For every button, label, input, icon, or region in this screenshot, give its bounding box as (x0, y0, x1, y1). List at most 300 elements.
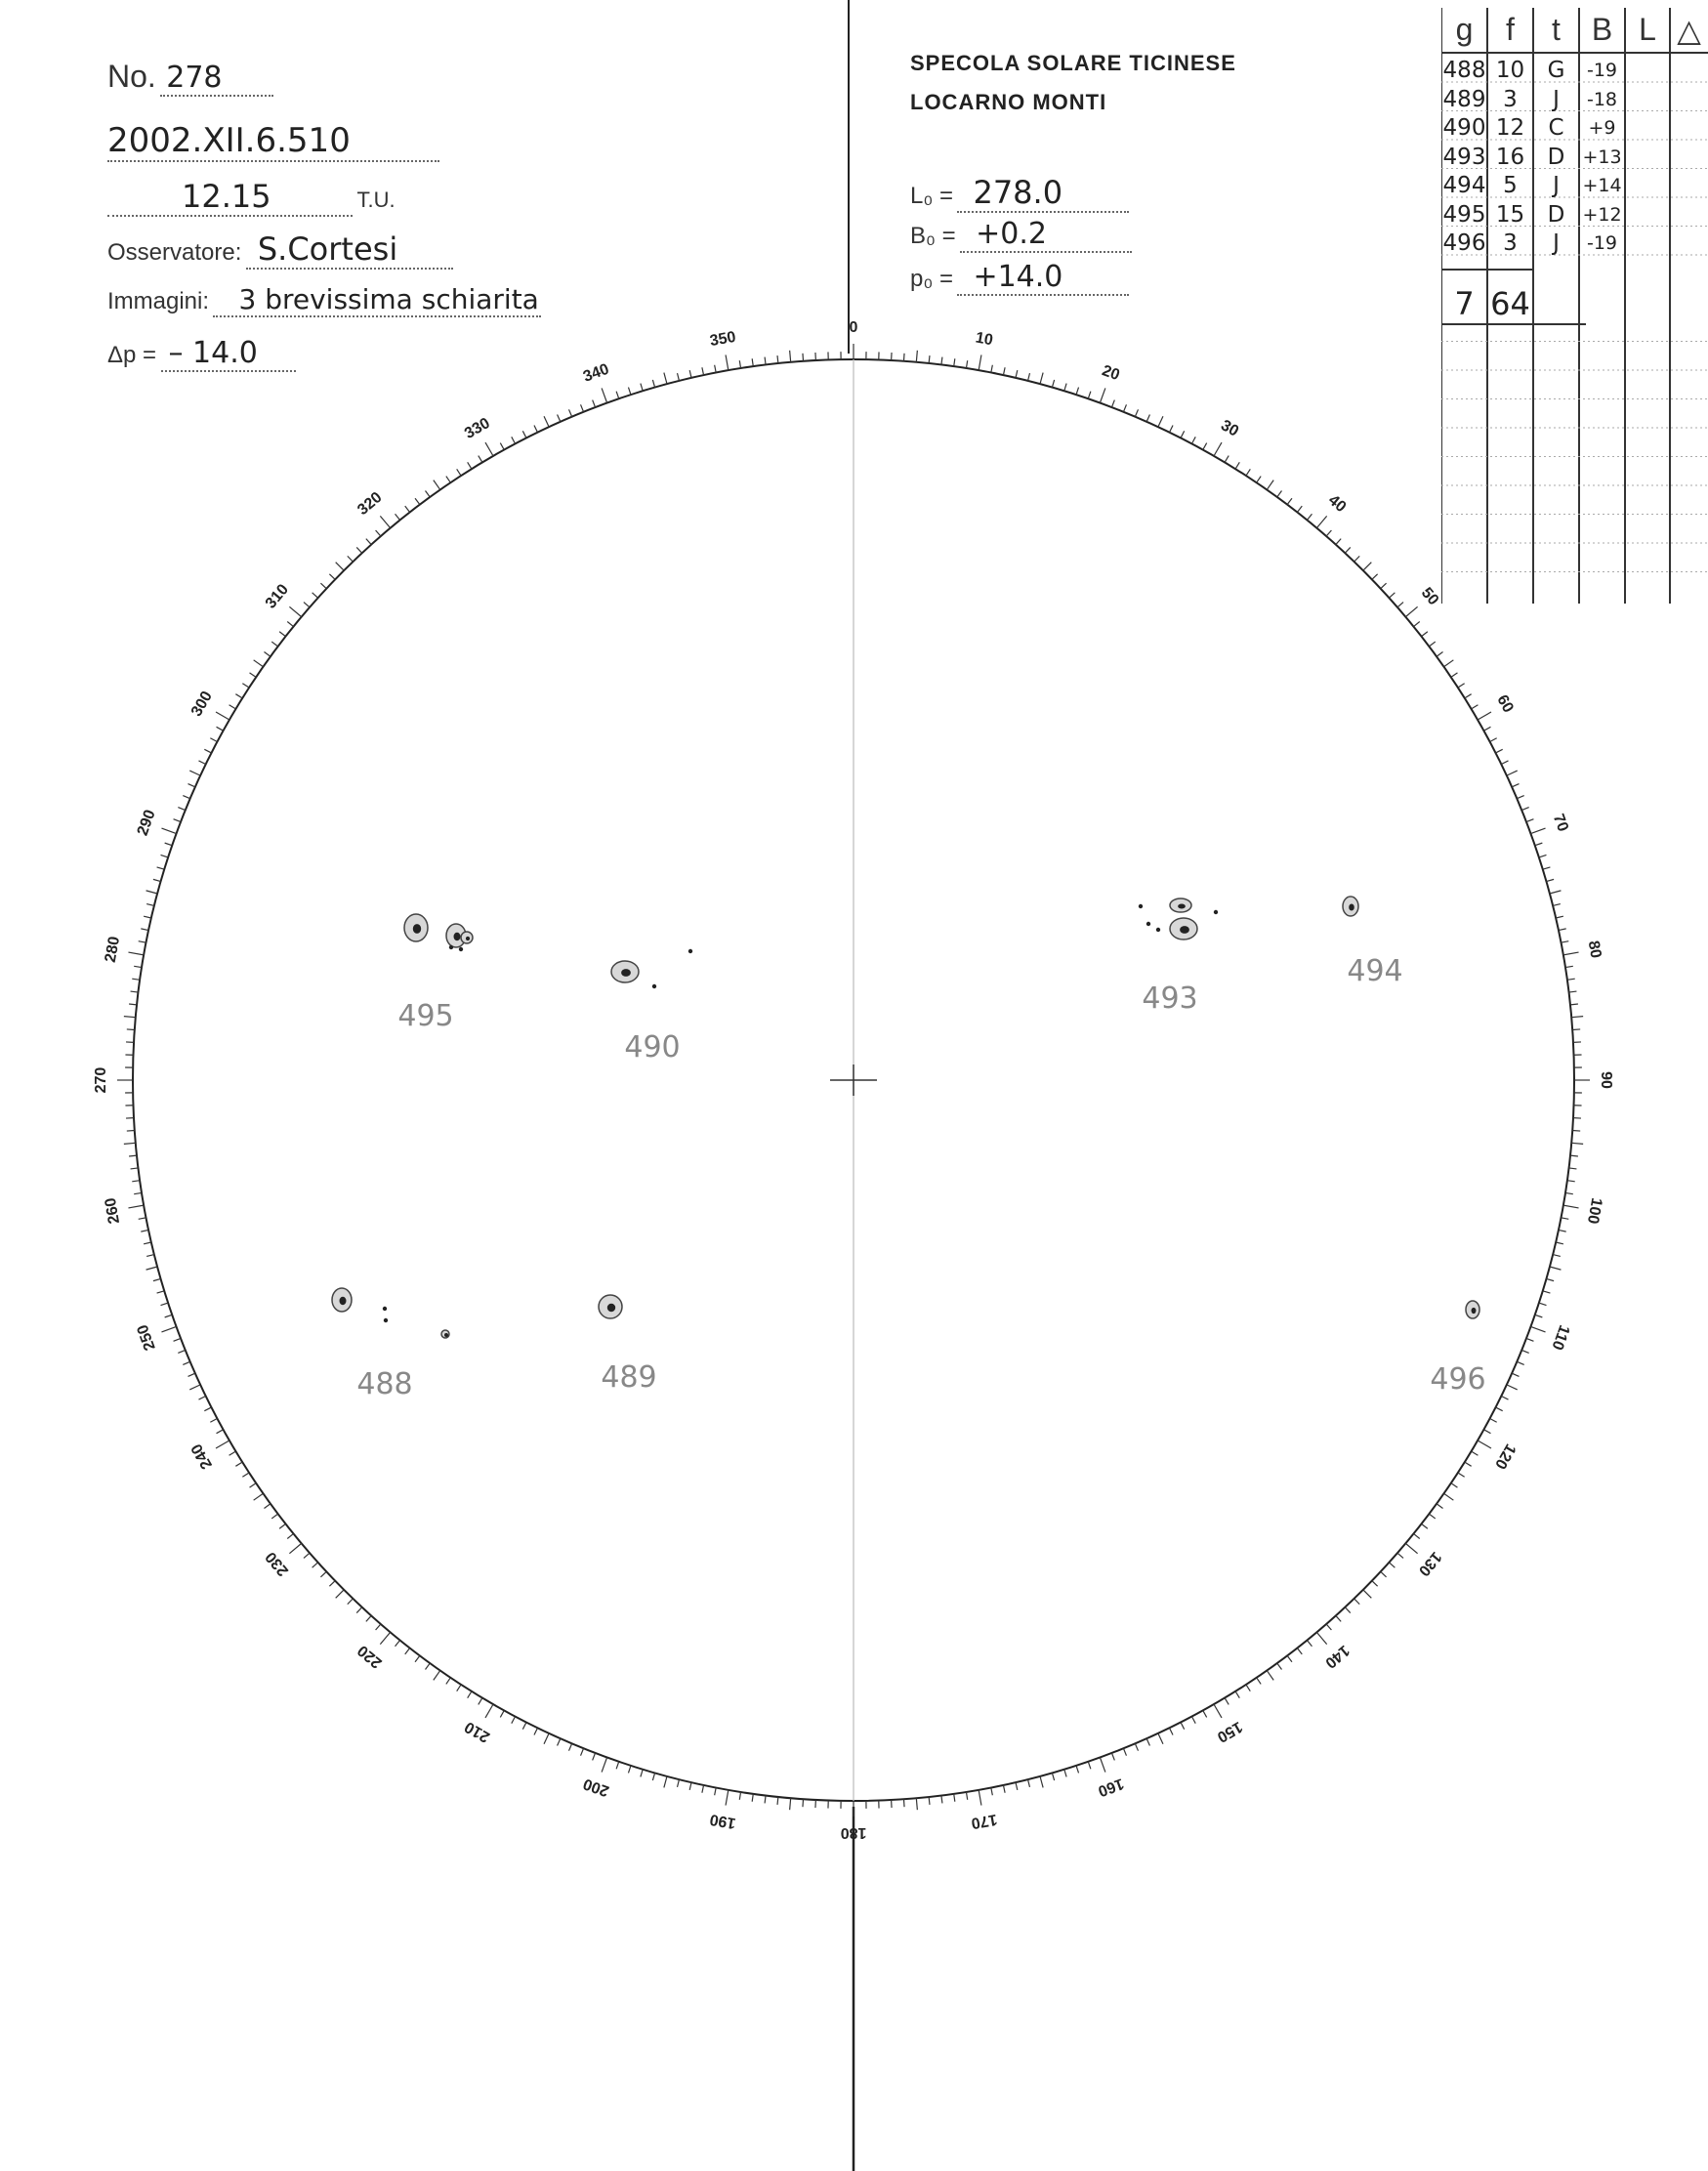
degree-tick (146, 1255, 154, 1257)
degree-tick (1277, 1663, 1282, 1669)
degree-tick (1397, 1553, 1403, 1558)
table-cell: 16 (1495, 144, 1525, 170)
degree-tick (628, 1766, 630, 1774)
degree-tick (903, 354, 904, 361)
degree-tick (380, 1632, 390, 1644)
degree-label: 150 (1214, 1718, 1245, 1746)
degree-tick (1483, 727, 1490, 731)
degree-tick (157, 867, 165, 869)
umbra (1472, 1308, 1477, 1314)
umbra (466, 937, 470, 940)
degree-tick (174, 1338, 181, 1341)
time-value: 12.15 (107, 178, 353, 217)
degree-tick (187, 1373, 194, 1376)
degree-tick (954, 1794, 955, 1802)
degree-tick (1316, 1632, 1326, 1644)
degree-tick (558, 1738, 561, 1745)
degree-tick (1345, 547, 1350, 553)
degree-tick (1405, 606, 1417, 616)
degree-tick (1307, 514, 1312, 520)
degree-tick (1559, 929, 1566, 931)
degree-tick (1257, 477, 1261, 483)
degree-tick (198, 761, 205, 765)
degree-tick (581, 404, 584, 411)
degree-tick (434, 1671, 440, 1681)
degree-tick (1570, 1004, 1578, 1005)
table-header-0: g (1455, 12, 1474, 47)
degree-tick (1381, 1571, 1387, 1576)
table-header-5: △ (1677, 13, 1701, 48)
degree-tick (1389, 593, 1395, 598)
degree-tick (602, 1757, 606, 1772)
table-cell: 488 (1442, 58, 1486, 83)
degree-tick (1437, 652, 1442, 657)
degree-tick (500, 443, 504, 450)
degree-tick (1517, 796, 1523, 799)
degree-tick (1088, 392, 1091, 399)
degree-tick (1277, 490, 1282, 496)
degree-tick (165, 1315, 173, 1317)
degree-tick (1111, 1753, 1114, 1760)
degree-tick (726, 355, 729, 370)
umbra (1178, 904, 1186, 909)
degree-label: 350 (708, 328, 737, 351)
degree-tick (1287, 498, 1292, 504)
degree-tick (1422, 632, 1428, 637)
degree-tick (1235, 462, 1239, 469)
degree-tick (522, 431, 526, 438)
degree-label: 160 (1095, 1774, 1126, 1800)
degree-tick (1028, 373, 1030, 381)
degree-tick (1191, 1717, 1195, 1724)
degree-tick (161, 1303, 169, 1305)
degree-tick (320, 583, 326, 588)
pore (459, 947, 463, 951)
degree-tick (1543, 867, 1551, 869)
group-label-489: 489 (601, 1360, 657, 1395)
degree-tick (739, 360, 740, 368)
observatory-location: LOCARNO MONTI (910, 90, 1107, 114)
degree-tick (161, 1326, 176, 1331)
degree-label: 220 (354, 1641, 386, 1672)
degree-tick (1381, 583, 1387, 588)
table-cell: 15 (1495, 201, 1525, 228)
degree-tick (1526, 819, 1533, 822)
degree-tick (210, 738, 217, 742)
degree-tick (652, 1773, 654, 1780)
degree-label: 10 (974, 329, 994, 350)
degree-tick (415, 498, 420, 504)
degree-tick (426, 490, 431, 496)
degree-tick (1336, 1615, 1341, 1621)
degree-tick (1181, 431, 1185, 438)
degree-tick (1146, 1738, 1149, 1745)
degree-tick (752, 1794, 753, 1802)
degree-tick (1444, 660, 1454, 667)
table-total-0: 7 (1454, 285, 1475, 322)
degree-tick (1490, 738, 1497, 742)
degree-tick (157, 1291, 165, 1293)
table-cell: 489 (1442, 86, 1486, 112)
degree-tick (777, 1797, 778, 1805)
degree-tick (1363, 563, 1371, 570)
degree-tick (1123, 1748, 1126, 1755)
degree-tick (128, 952, 144, 955)
degree-tick (405, 1649, 410, 1654)
degree-tick (991, 1787, 993, 1795)
degree-tick (1052, 1773, 1054, 1780)
umbra (454, 933, 461, 940)
degree-tick (161, 828, 176, 833)
degree-label: 130 (1414, 1548, 1445, 1579)
pore (1139, 904, 1143, 908)
po-value: +14.0 (957, 260, 1129, 296)
degree-tick (702, 367, 704, 375)
degree-tick (641, 1770, 643, 1777)
group-label-490: 490 (624, 1030, 681, 1065)
degree-tick (1553, 904, 1561, 906)
degree-tick (1076, 388, 1078, 396)
degree-label: 210 (462, 1718, 493, 1746)
table-cell: 12 (1495, 115, 1525, 141)
degree-tick (174, 819, 181, 822)
degree-tick (187, 784, 194, 787)
degree-tick (304, 603, 310, 607)
degree-tick (1287, 1655, 1292, 1661)
observer-label: Osservatore: (107, 239, 242, 266)
degree-tick (1451, 673, 1458, 677)
degree-tick (468, 462, 472, 469)
table-cell: 495 (1442, 201, 1486, 228)
degree-tick (1543, 1291, 1551, 1293)
degree-tick (1088, 1762, 1091, 1770)
degree-tick (1501, 1397, 1508, 1400)
degree-label: 330 (462, 414, 493, 442)
degree-tick (1389, 1563, 1395, 1567)
table-cell: J (1553, 173, 1560, 198)
degree-tick (1507, 771, 1518, 775)
images-value: 3 brevissima schiarita (213, 283, 541, 317)
degree-tick (485, 1704, 493, 1718)
degree-tick (1478, 712, 1491, 720)
table-cell: -18 (1586, 88, 1618, 110)
degree-tick (1567, 979, 1575, 980)
umbra (340, 1297, 347, 1305)
degree-tick (1550, 1267, 1562, 1270)
degree-label: 190 (708, 1810, 737, 1832)
degree-tick (1559, 1230, 1566, 1232)
degree-tick (678, 373, 680, 381)
degree-tick (178, 808, 185, 811)
degree-tick (534, 1728, 538, 1734)
degree-tick (217, 1430, 224, 1434)
degree-tick (1546, 1278, 1554, 1280)
table-cell: 5 (1503, 173, 1518, 198)
group-labels (356, 954, 1485, 1401)
degree-tick (1429, 642, 1435, 647)
degree-tick (979, 355, 981, 370)
degree-tick (1496, 1407, 1503, 1411)
degree-tick (715, 1787, 717, 1795)
degree-tick (1507, 1385, 1518, 1390)
degree-tick (1326, 1624, 1331, 1630)
degree-tick (916, 351, 917, 362)
degree-tick (271, 642, 277, 647)
degree-tick (1571, 1017, 1583, 1018)
degree-label: 0 (849, 319, 858, 337)
degree-label: 20 (1100, 362, 1122, 385)
degree-tick (1512, 1373, 1519, 1376)
degree-tick (254, 660, 264, 667)
degree-tick (161, 855, 169, 856)
table-header-2: t (1552, 12, 1561, 47)
degree-tick (1556, 916, 1563, 918)
table-cell: +13 (1582, 146, 1622, 168)
degree-label: 100 (1583, 1196, 1605, 1226)
degree-tick (581, 1748, 584, 1755)
degree-tick (1563, 1205, 1579, 1208)
degree-tick (1405, 1543, 1417, 1553)
degree-tick (1556, 1242, 1563, 1244)
degree-tick (790, 351, 791, 362)
group-label-494: 494 (1347, 954, 1403, 988)
table-cell: 490 (1442, 115, 1486, 141)
degree-tick (446, 1678, 450, 1685)
degree-tick (979, 1790, 981, 1806)
degree-tick (1561, 941, 1568, 943)
degree-tick (1414, 622, 1420, 627)
degree-tick (146, 904, 154, 906)
degree-tick (479, 456, 482, 463)
degree-tick (1214, 442, 1222, 456)
degree-tick (616, 1762, 619, 1770)
degree-tick (1170, 425, 1174, 432)
degree-tick (715, 365, 717, 373)
degree-tick (929, 1797, 930, 1805)
degree-tick (348, 556, 354, 562)
degree-tick (254, 1493, 264, 1500)
group-label-496: 496 (1430, 1362, 1486, 1397)
degree-tick (1363, 1590, 1371, 1598)
degree-label: 260 (102, 1196, 124, 1226)
table-cell: 496 (1442, 230, 1486, 256)
table-header-1: f (1506, 12, 1515, 47)
degree-tick (129, 1155, 137, 1156)
degree-tick (593, 1753, 596, 1760)
table-cell: 494 (1442, 173, 1486, 198)
degree-tick (739, 1792, 740, 1800)
table-cell: -19 (1586, 60, 1618, 81)
degree-tick (1040, 373, 1043, 385)
table-header-4: L (1639, 12, 1656, 47)
po-label: p₀ = (910, 266, 953, 292)
degree-tick (396, 1641, 400, 1647)
degree-tick (242, 1473, 249, 1477)
degree-tick (329, 1581, 335, 1587)
degree-tick (689, 370, 691, 378)
degree-tick (165, 843, 173, 846)
table-cell: -19 (1586, 232, 1618, 254)
degree-tick (1052, 380, 1054, 388)
degree-tick (1225, 456, 1229, 463)
degree-tick (348, 1599, 354, 1605)
degree-tick (434, 480, 440, 490)
images-label: Immagini: (107, 288, 210, 314)
degree-tick (1372, 574, 1378, 580)
degree-tick (1546, 879, 1554, 881)
degree-tick (446, 477, 450, 483)
degree-tick (1354, 1599, 1360, 1605)
degree-tick (1064, 384, 1066, 392)
degree-tick (376, 1624, 381, 1630)
degree-tick (664, 373, 667, 385)
degree-tick (1170, 1728, 1174, 1734)
degree-tick (765, 1795, 766, 1803)
degree-tick (1465, 1462, 1472, 1466)
degree-label: 280 (102, 935, 124, 964)
degree-label: 290 (134, 808, 159, 839)
degree-tick (954, 358, 955, 366)
pore (384, 1318, 388, 1322)
degree-tick (457, 1685, 461, 1691)
time-unit: T.U. (356, 188, 396, 212)
degree-tick (139, 941, 146, 943)
degree-tick (544, 1733, 549, 1744)
degree-tick (329, 574, 335, 580)
number-value: 278 (160, 61, 273, 97)
degree-tick (144, 1242, 151, 1244)
degree-label: 180 (840, 1823, 867, 1841)
degree-tick (1483, 1430, 1490, 1434)
degree-label: 340 (581, 360, 612, 386)
degree-tick (127, 1029, 135, 1030)
degree-tick (1526, 1338, 1533, 1341)
degree-tick (153, 1278, 161, 1280)
table-cell: D (1547, 144, 1565, 170)
degree-tick (1203, 443, 1207, 450)
degree-tick (189, 771, 200, 775)
degree-tick (1563, 952, 1579, 955)
umbra (444, 1333, 448, 1337)
degree-tick (1028, 1779, 1030, 1787)
table-cell: C (1548, 115, 1564, 141)
degree-tick (1561, 1218, 1568, 1220)
degree-tick (941, 357, 942, 365)
degree-tick (1257, 1678, 1261, 1685)
degree-tick (468, 1691, 472, 1698)
degree-tick (1490, 1418, 1497, 1422)
degree-tick (1246, 469, 1250, 476)
degree-label: 120 (1491, 1440, 1520, 1472)
degree-tick (1521, 808, 1528, 811)
degree-tick (183, 1361, 189, 1364)
degree-tick (366, 1615, 371, 1621)
degree-label: 110 (1548, 1322, 1573, 1353)
table-cell: 493 (1442, 144, 1486, 170)
degree-tick (641, 384, 643, 392)
table-header-3: B (1591, 12, 1613, 47)
degree-tick (229, 1451, 236, 1455)
degree-tick (991, 365, 993, 373)
degree-tick (204, 1407, 211, 1411)
degree-tick (1246, 1685, 1250, 1691)
degree-tick (569, 409, 572, 416)
degree-tick (1535, 1315, 1543, 1317)
degree-tick (1016, 370, 1018, 378)
degree-tick (558, 414, 561, 421)
degree-label: 60 (1493, 691, 1517, 716)
degree-tick (279, 632, 285, 637)
degree-tick (1003, 367, 1005, 375)
degree-tick (124, 1143, 136, 1144)
sunspot-drawings (332, 897, 1479, 1338)
degree-tick (803, 354, 804, 361)
observatory-name: SPECOLA SOLARE TICINESE (910, 51, 1236, 75)
degree-tick (178, 1350, 185, 1353)
degree-tick (312, 593, 318, 598)
degree-tick (1530, 1326, 1545, 1331)
degree-tick (415, 1655, 420, 1661)
table-cell: G (1547, 58, 1565, 83)
degree-tick (287, 1533, 293, 1538)
degree-tick (1191, 437, 1195, 443)
degree-tick (144, 916, 151, 918)
degree-tick (1123, 404, 1126, 411)
degree-tick (336, 563, 344, 570)
degree-tick (1307, 1641, 1312, 1647)
degree-tick (1472, 705, 1479, 709)
degree-tick (1225, 1698, 1229, 1705)
degree-tick (1565, 966, 1573, 967)
degree-tick (146, 1267, 158, 1270)
degree-tick (376, 530, 381, 536)
degree-tick (279, 1524, 285, 1528)
degree-tick (1203, 1710, 1207, 1717)
degree-tick (903, 1799, 904, 1807)
number-label: No. (107, 59, 156, 94)
degree-tick (1414, 1533, 1420, 1538)
degree-tick (1472, 1451, 1479, 1455)
degree-tick (132, 979, 140, 980)
lo-value: 278.0 (957, 174, 1129, 213)
degree-tick (1397, 603, 1403, 607)
degree-tick (132, 1181, 140, 1182)
degree-tick (929, 355, 930, 363)
degree-label: 50 (1417, 584, 1442, 609)
degree-tick (522, 1723, 526, 1730)
degree-tick (752, 358, 753, 366)
degree-tick (312, 1563, 318, 1567)
degree-tick (790, 1798, 791, 1810)
pore (383, 1307, 387, 1311)
degree-tick (336, 1590, 344, 1598)
degree-tick (1345, 1607, 1350, 1613)
degree-tick (1550, 891, 1562, 894)
degree-tick (304, 1553, 310, 1558)
degree-tick (1316, 516, 1326, 527)
degree-tick (1539, 1303, 1547, 1305)
degree-label: 80 (1584, 939, 1604, 960)
lo-label: L₀ = (910, 183, 953, 209)
degree-tick (1076, 1766, 1078, 1774)
degree-tick (1572, 1029, 1580, 1030)
degree-label: 240 (187, 1440, 216, 1472)
degree-tick (242, 684, 249, 688)
degree-tick (1437, 1504, 1442, 1509)
umbra (413, 924, 421, 934)
bo-value: +0.2 (960, 217, 1132, 253)
degree-tick (616, 392, 619, 399)
